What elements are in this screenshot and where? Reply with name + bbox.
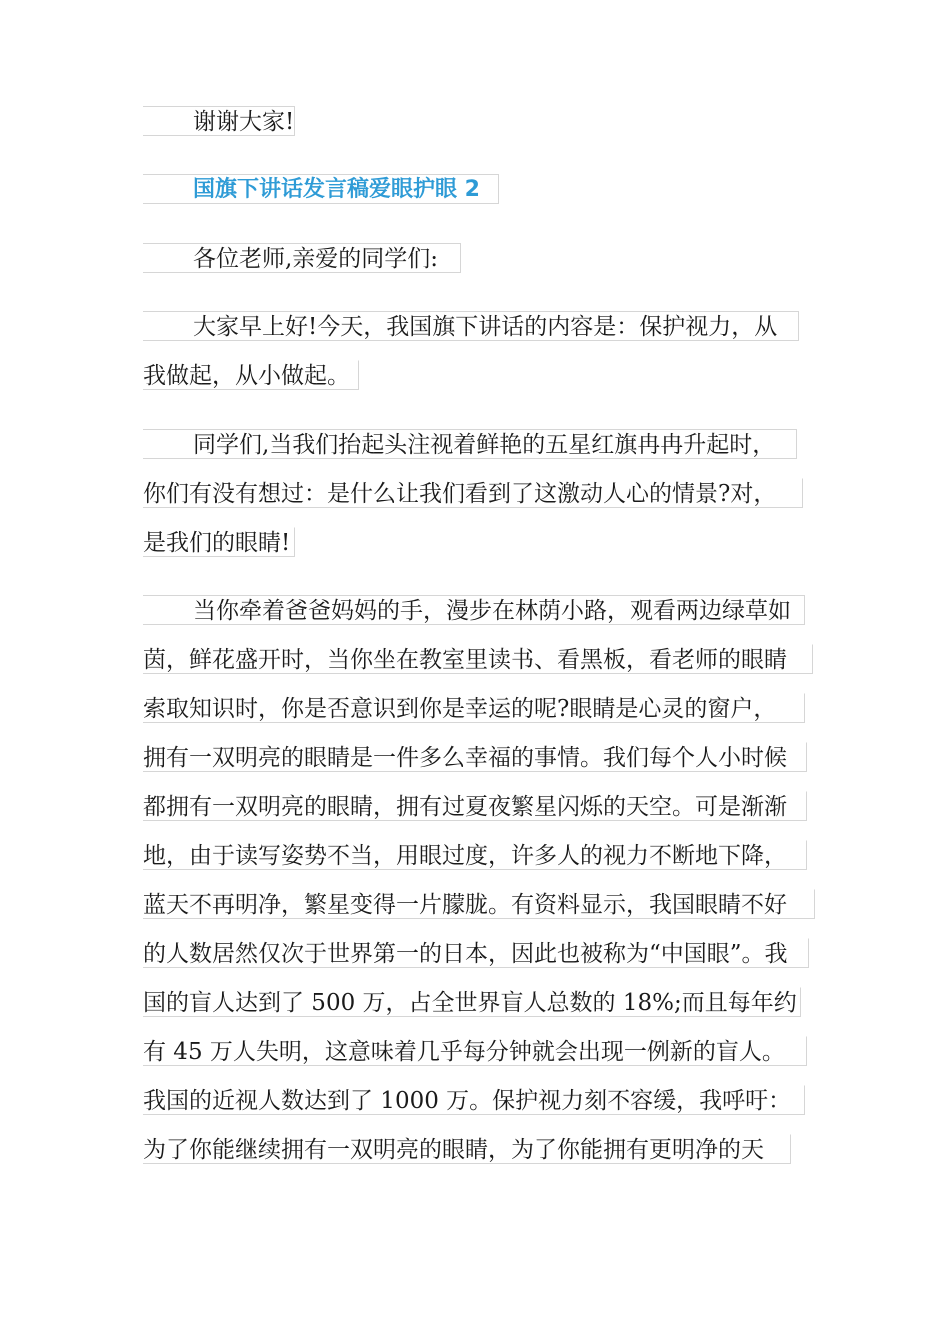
paragraph-line: 有 45 万人失明，这意味着几乎每分钟就会出现一例新的盲人。 xyxy=(143,1036,807,1066)
paragraph-line: 当你牵着爸爸妈妈的手，漫步在林荫小路，观看两边绿草如 xyxy=(143,595,805,625)
paragraph-line: 我国的近视人数达到了 1000 万。保护视力刻不容缓，我呼吁： xyxy=(143,1085,805,1115)
paragraph-line: 是我们的眼睛! xyxy=(143,527,295,557)
paragraph-line: 为了你能继续拥有一双明亮的眼睛，为了你能拥有更明净的天 xyxy=(143,1134,791,1164)
paragraph-line: 国的盲人达到了 500 万，占全世界盲人总数的 18%;而且每年约 xyxy=(143,987,801,1017)
paragraph-line: 同学们,当我们抬起头注视着鲜艳的五星红旗冉冉升起时， xyxy=(143,429,797,459)
paragraph-line: 我做起，从小做起。 xyxy=(143,360,359,390)
paragraph-line: 的人数居然仅次于世界第一的日本，因此也被称为“中国眼”。我 xyxy=(143,938,809,968)
closing-line: 谢谢大家! xyxy=(143,106,295,136)
paragraph-line: 都拥有一双明亮的眼睛，拥有过夏夜繁星闪烁的天空。可是渐渐 xyxy=(143,791,807,821)
section-title: 国旗下讲话发言稿爱眼护眼 2 xyxy=(143,174,499,204)
paragraph-line: 拥有一双明亮的眼睛是一件多么幸福的事情。我们每个人小时候 xyxy=(143,742,807,772)
paragraph-line: 你们有没有想过：是什么让我们看到了这激动人心的情景?对， xyxy=(143,478,803,508)
paragraph-line: 索取知识时，你是否意识到你是幸运的呢?眼睛是心灵的窗户， xyxy=(143,693,805,723)
paragraph-line: 大家早上好!今天，我国旗下讲话的内容是：保护视力，从 xyxy=(143,311,799,341)
paragraph-line: 茵，鲜花盛开时，当你坐在教室里读书、看黑板，看老师的眼睛 xyxy=(143,644,813,674)
paragraph-line: 蓝天不再明净，繁星变得一片朦胧。有资料显示，我国眼睛不好 xyxy=(143,889,815,919)
paragraph-line: 地，由于读写姿势不当，用眼过度，许多人的视力不断地下降， xyxy=(143,840,807,870)
greeting-line: 各位老师,亲爱的同学们: xyxy=(143,243,461,273)
